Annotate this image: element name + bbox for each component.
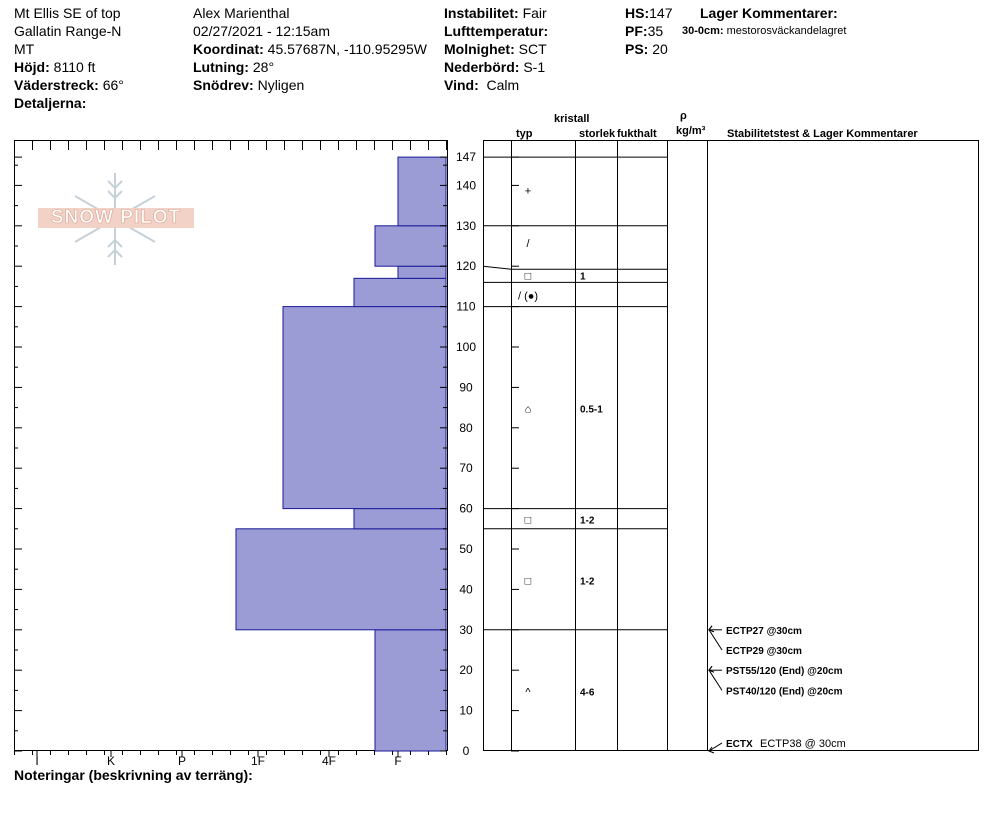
precip-value: S-1 <box>523 59 546 75</box>
stability-label: Instabilitet: <box>444 5 519 21</box>
coordinate-value: 45.57687N, -110.95295W <box>267 41 427 57</box>
air-temp-label: Lufttemperatur: <box>444 23 549 39</box>
stability-test-2: PST55/120 (End) @20cm <box>726 666 843 678</box>
crystal-size-5: 1-2 <box>580 515 595 527</box>
observer-name: Alex Marienthal <box>193 5 290 21</box>
aspect-label: Väderstreck: <box>14 77 99 93</box>
elevation-value: 8110 ft <box>53 59 96 75</box>
height-label-90: 90 <box>459 380 473 395</box>
wind-loading-label: Snödrev: <box>193 77 254 93</box>
hs-value: 147 <box>649 5 673 21</box>
height-label-80: 80 <box>459 420 473 435</box>
aspect-value: 66° <box>102 77 124 93</box>
wind-label: Vind: <box>444 77 479 93</box>
sky-label: Molnighet: <box>444 41 515 57</box>
notes-label: Noteringar (beskrivning av terräng): <box>14 767 253 783</box>
location-line3: MT <box>14 41 35 57</box>
stability-test-4: ECTP38 @ 30cm <box>760 737 846 750</box>
height-label-100: 100 <box>455 340 477 354</box>
hardness-label-F: F <box>394 754 402 768</box>
height-label-40: 40 <box>459 582 473 597</box>
crystal-symbol-2: □ <box>524 270 532 283</box>
crystal-symbol-5: □ <box>524 514 532 527</box>
crystal-symbol-7: ^ <box>525 686 531 699</box>
stability-test-0: ECTP27 @30cm <box>726 625 802 637</box>
stability-arrow-3 <box>709 670 722 690</box>
height-label-60: 60 <box>459 501 473 516</box>
crystal-symbol-6: □ <box>524 575 532 588</box>
stability-header: Stabilitetstest & Lager Kommentarer <box>727 128 918 140</box>
rho-header: ρ <box>680 110 687 122</box>
hardness-bar-2 <box>354 509 446 529</box>
crystal-size-2: 1 <box>580 271 586 283</box>
location-line2: Gallatin Range-N <box>14 23 122 39</box>
height-label-30: 30 <box>459 622 473 637</box>
details-label: Detaljerna: <box>14 95 87 111</box>
moisture-header: fukthalt <box>617 128 657 140</box>
slope-label: Lutning: <box>193 59 249 75</box>
crystal-size-7: 4-6 <box>580 687 595 699</box>
height-label-147: 147 <box>455 150 477 165</box>
height-label-0: 0 <box>462 744 470 758</box>
hardness-bar-0 <box>375 630 446 751</box>
height-label-10: 10 <box>459 703 473 718</box>
pf-label: PF: <box>625 23 648 39</box>
location-line1: Mt Ellis SE of top <box>14 5 121 21</box>
size-header: storlek <box>579 128 616 140</box>
density-unit-header: kg/m³ <box>676 125 706 137</box>
hardness-bar-6 <box>375 226 446 266</box>
height-label-140: 140 <box>455 178 477 193</box>
layer-comments-label: Lager Kommentarer: <box>700 5 838 21</box>
hardness-label-1F: 1F <box>250 754 266 768</box>
hardness-label-I: I <box>35 754 39 768</box>
observation-datetime: 02/27/2021 - 12:15am <box>193 23 330 39</box>
crystal-symbol-1: / <box>526 237 530 250</box>
height-label-120: 120 <box>455 259 477 274</box>
crystal-symbol-0: + <box>524 185 532 198</box>
crystal-size-4: 0.5-1 <box>580 404 603 416</box>
stability-test-3: PST40/120 (End) @20cm <box>726 686 843 698</box>
hardness-bar-7 <box>398 157 446 226</box>
crystal-header: kristall <box>554 113 590 125</box>
height-label-70: 70 <box>459 461 473 476</box>
stability-value: Fair <box>522 5 547 21</box>
elevation-label: Höjd: <box>14 59 50 75</box>
ps-label: PS: <box>625 41 649 57</box>
layer-leader-120 <box>483 266 511 269</box>
hardness-bar-5 <box>398 266 446 278</box>
crystal-symbol-4: ⌂ <box>524 403 532 416</box>
crystal-size-6: 1-2 <box>580 576 595 588</box>
precip-label: Nederbörd: <box>444 59 520 75</box>
hardness-label-P: P <box>177 754 187 768</box>
stability-arrow-4 <box>709 743 722 751</box>
profile-table-frame <box>484 141 979 751</box>
hardness-label-K: K <box>106 754 116 768</box>
logo-text: SNOW PILOT <box>38 208 194 228</box>
hs-label: HS: <box>625 5 650 21</box>
height-label-50: 50 <box>459 542 473 556</box>
stability-arrow-1 <box>709 630 722 650</box>
type-header: typ <box>516 128 533 140</box>
hardness-bar-3 <box>283 307 446 509</box>
pf-value: 35 <box>647 23 664 39</box>
slope-value: 28° <box>252 59 275 75</box>
crystal-symbol-3: / (●) <box>517 290 539 303</box>
sky-value: SCT <box>518 41 547 57</box>
hardness-label-4F: 4F <box>321 754 337 768</box>
layer-comment-depth: 30-0cm: <box>682 25 724 37</box>
coordinate-label: Koordinat: <box>193 41 264 57</box>
height-label-130: 130 <box>455 218 477 233</box>
stability-test-1: ECTP29 @30cm <box>726 646 802 657</box>
wind-loading-value: Nyligen <box>257 77 305 93</box>
ps-value: 20 <box>652 41 668 57</box>
layer-comment-text: mestorosväckandelagret <box>726 25 847 37</box>
wind-value: Calm <box>486 77 520 93</box>
height-label-20: 20 <box>459 663 473 678</box>
hardness-bar-4 <box>354 278 446 306</box>
stability-code-4: ECTX <box>726 738 753 750</box>
height-label-110: 110 <box>456 299 476 314</box>
hardness-bar-1 <box>236 529 446 630</box>
